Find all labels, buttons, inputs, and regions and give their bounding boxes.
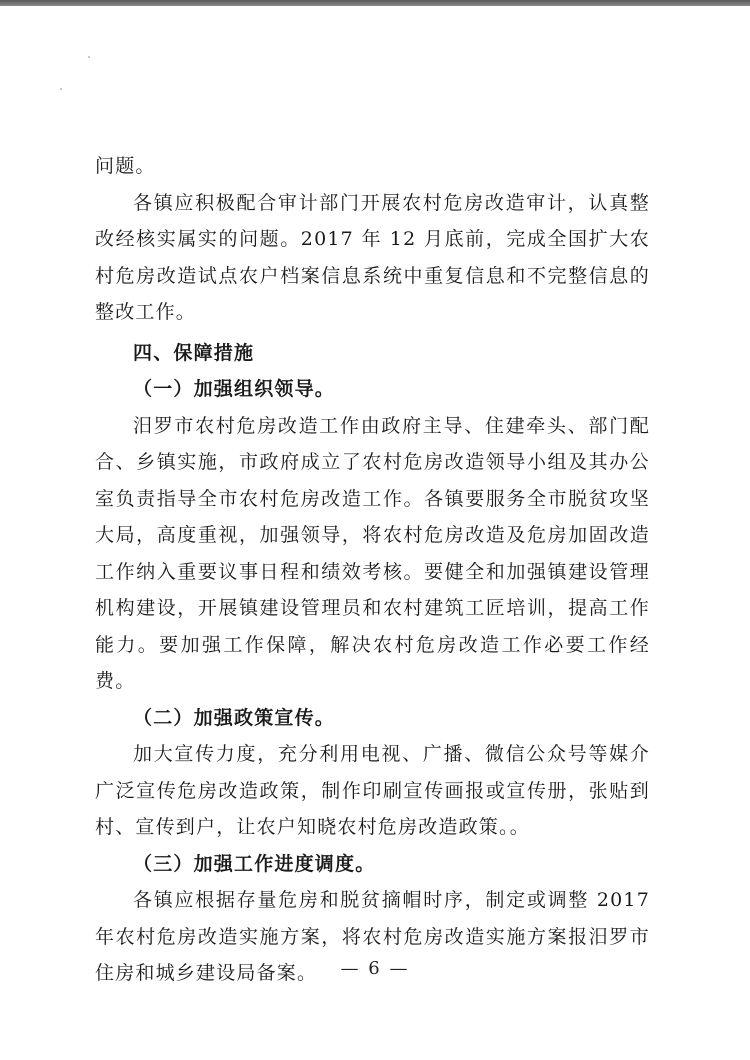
paragraph-audit: 各镇应积极配合审计部门开展农村危房改造审计，认真整改经核实属实的问题。2017 年 12 月底前，完成全国扩大农村危房改造试点农户档案信息系统中重复信息和不完整信息的整改工作。 <box>95 191 650 323</box>
subheading-progress: （三）加强工作进度调度。 <box>133 852 376 875</box>
paragraph-publicity: 加大宣传力度，充分利用电视、广播、微信公众号等媒介广泛宣传危房改造政策，制作印刷宣传画报或宣传册，张贴到村、宣传到户，让农户知晓农村危房改造政策。。 <box>95 743 650 838</box>
subheading-publicity: （二）加强政策宣传。 <box>133 706 336 729</box>
scan-speck <box>60 88 62 90</box>
paragraph-progress: 各镇应根据存量危房和脱贫摘帽时序，制定或调整 2017 年农村危房改造实施方案，将农村危房改造实施方案报汨罗市住房和城乡建设局备案。 <box>95 889 650 984</box>
paragraph-organization: 汨罗市农村危房改造工作由政府主导、住建牵头、部门配合、乡镇实施，市政府成立了农村危房改造领导小组及其办公室负责指导全市农村危房改造工作。各镇要服务全市脱贫攻坚大局，高度重视，加强领导，将农村危房改造及危房加固改造工作纳入重要议事日程和绩效考核。要健全和加强镇建设管理机构建设，开展镇建设管理员和农村建筑工匠培训，提高工作能力。要加强工作保障，解决农村危房改造工作必要工作经费。 <box>95 414 650 692</box>
paragraph-continuation: 问题。 <box>95 155 156 177</box>
top-border-rule <box>0 0 750 6</box>
section-heading-safeguards: 四、保障措施 <box>133 341 255 364</box>
document-body <box>95 148 650 992</box>
scan-speck <box>88 56 90 58</box>
page-number: — 6 — <box>340 958 410 979</box>
subheading-organization: （一）加强组织领导。 <box>133 378 336 400</box>
